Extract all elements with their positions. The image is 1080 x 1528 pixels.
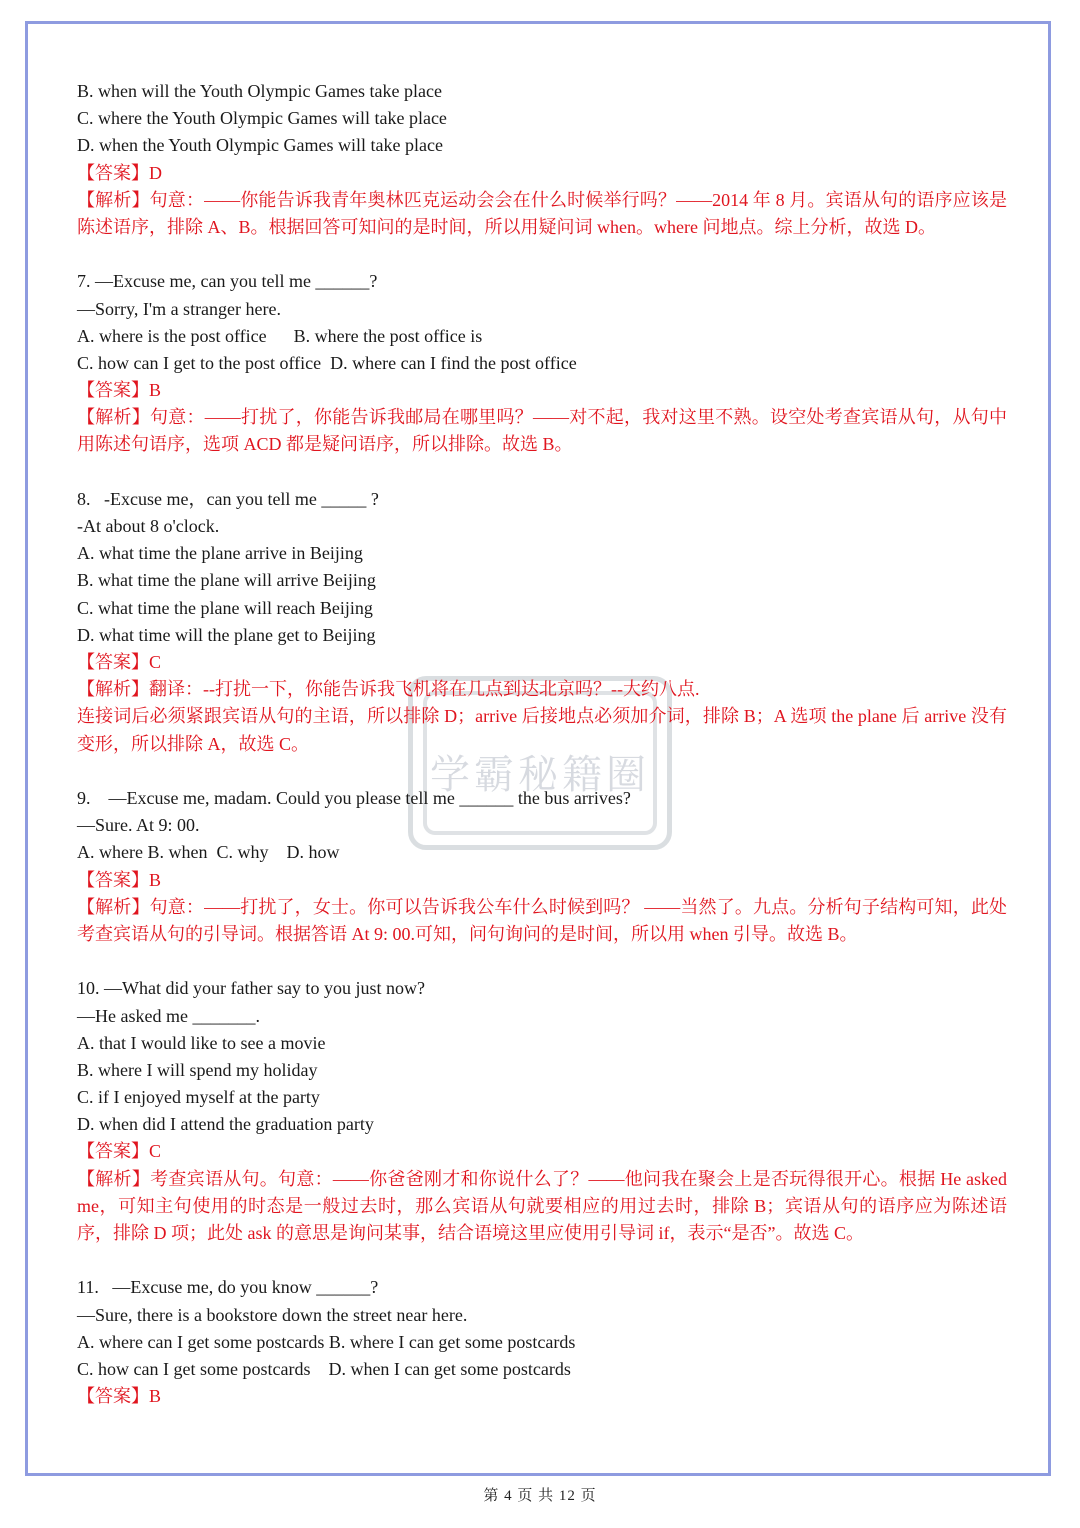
blank-line [77,459,1007,486]
explanation-paragraph: 连接词后必须紧跟宾语从句的主语，所以排除 D；arrive 后接地点必须加介词，排除 B；A 选项 the plane 后 arrive 没有变形，所以排除 A，故选 C。 [77,706,1007,754]
question-line: 8. -Excuse me，can you tell me _____ ? [77,488,379,509]
question-line: 7. —Excuse me, can you tell me ______? [77,271,378,292]
question-line: —Sure. At 9: 00. [77,815,200,836]
answer-line: 【答案】D [77,162,162,183]
question-line: D. when the Youth Olympic Games will take place [77,135,443,156]
question-line: A. that I would like to see a movie [77,1032,326,1053]
blank-line [77,241,1007,268]
answer-line: 【答案】B [77,1386,162,1407]
question-line: —He asked me _______. [77,1005,260,1026]
question-line: A. what time the plane arrive in Beijing [77,543,363,564]
question-line: -At about 8 o'clock. [77,516,220,537]
watermark-text: 学霸秘籍圈 [430,752,650,798]
question-line: B. where I will spend my holiday [77,1059,318,1080]
document-body [77,78,1007,1410]
explanation-paragraph: 【解析】句意：——打扰了，女士。你可以告诉我公车什么时候到吗？ ——当然了。九点。分析句子结构可知，此处考查宾语从句的引导词。根据答语 At 9: 00.可知，问句询问的是时间，所以用 when 引导。故选 B。 [77,896,1007,944]
question-line: B. what time the plane will arrive Beijing [77,570,376,591]
answer-line: 【解析】翻译：--打扰一下，你能告诉我飞机将在几点到达北京吗？--大约八点. [77,679,700,700]
answer-line: 【答案】B [77,380,162,401]
question-line: C. how can I get to the post office D. where can I find the post office [77,352,577,373]
explanation-paragraph: 【解析】句意：——打扰了，你能告诉我邮局在哪里吗？——对不起，我对这里不熟。设空处考查宾语从句，从句中用陈述句语序，选项 ACD 都是疑问语序，所以排除。故选 B。 [77,407,1007,455]
question-line: —Sure, there is a bookstore down the street near here. [77,1304,468,1325]
question-line: C. where the Youth Olympic Games will take place [77,108,447,129]
question-line: —Sorry, I'm a stranger here. [77,298,282,319]
question-line: A. where is the post office B. where the post office is [77,325,483,346]
question-line: C. what time the plane will reach Beijing [77,597,373,618]
explanation-paragraph: 【解析】考查宾语从句。句意：——你爸爸刚才和你说什么了？——他问我在聚会上是否玩得很开心。根据 He asked me，可知主句使用的时态是一般过去时，那么宾语从句就要相应的用过去时，排除 B；宾语从句的语序应为陈述语序，排除 D 项；此处 ask 的意思是询问某事，结合语境这里应使用引导词 if，表示“是否”。故选 C。 [77,1168,1007,1244]
question-line: 10. —What did your father say to you just now? [77,978,425,999]
explanation-paragraph: 【解析】句意：——你能告诉我青年奥林匹克运动会会在什么时候举行吗？——2014 年 8 月。宾语从句的语序应该是陈述语序，排除 A、B。根据回答可知问的是时间，所以用疑问词 when。where 问地点。综上分析，故选 D。 [77,189,1007,237]
blank-line [77,948,1007,975]
answer-line: 【答案】C [77,1141,162,1162]
answer-line: 【答案】B [77,869,162,890]
question-line: C. how can I get some postcards D. when I can get some postcards [77,1358,571,1379]
question-line: A. where B. when C. why D. how [77,842,340,863]
blank-line [77,758,1007,785]
question-line: B. when will the Youth Olympic Games take place [77,81,442,101]
blank-line [77,1247,1007,1274]
page-footer: 第 4 页 共 12 页 [483,1488,597,1504]
question-line: 11. —Excuse me, do you know ______? [77,1277,379,1298]
question-line: 9. —Excuse me, madam. Could you please tell me ______ the bus arrives? [77,787,631,808]
question-line: C. if I enjoyed myself at the party [77,1087,320,1108]
question-line: A. where can I get some postcards B. where I can get some postcards [77,1331,576,1352]
question-line: D. when did I attend the graduation party [77,1114,374,1135]
answer-line: 【答案】C [77,652,162,672]
question-line: D. what time will the plane get to Beijing [77,624,376,645]
